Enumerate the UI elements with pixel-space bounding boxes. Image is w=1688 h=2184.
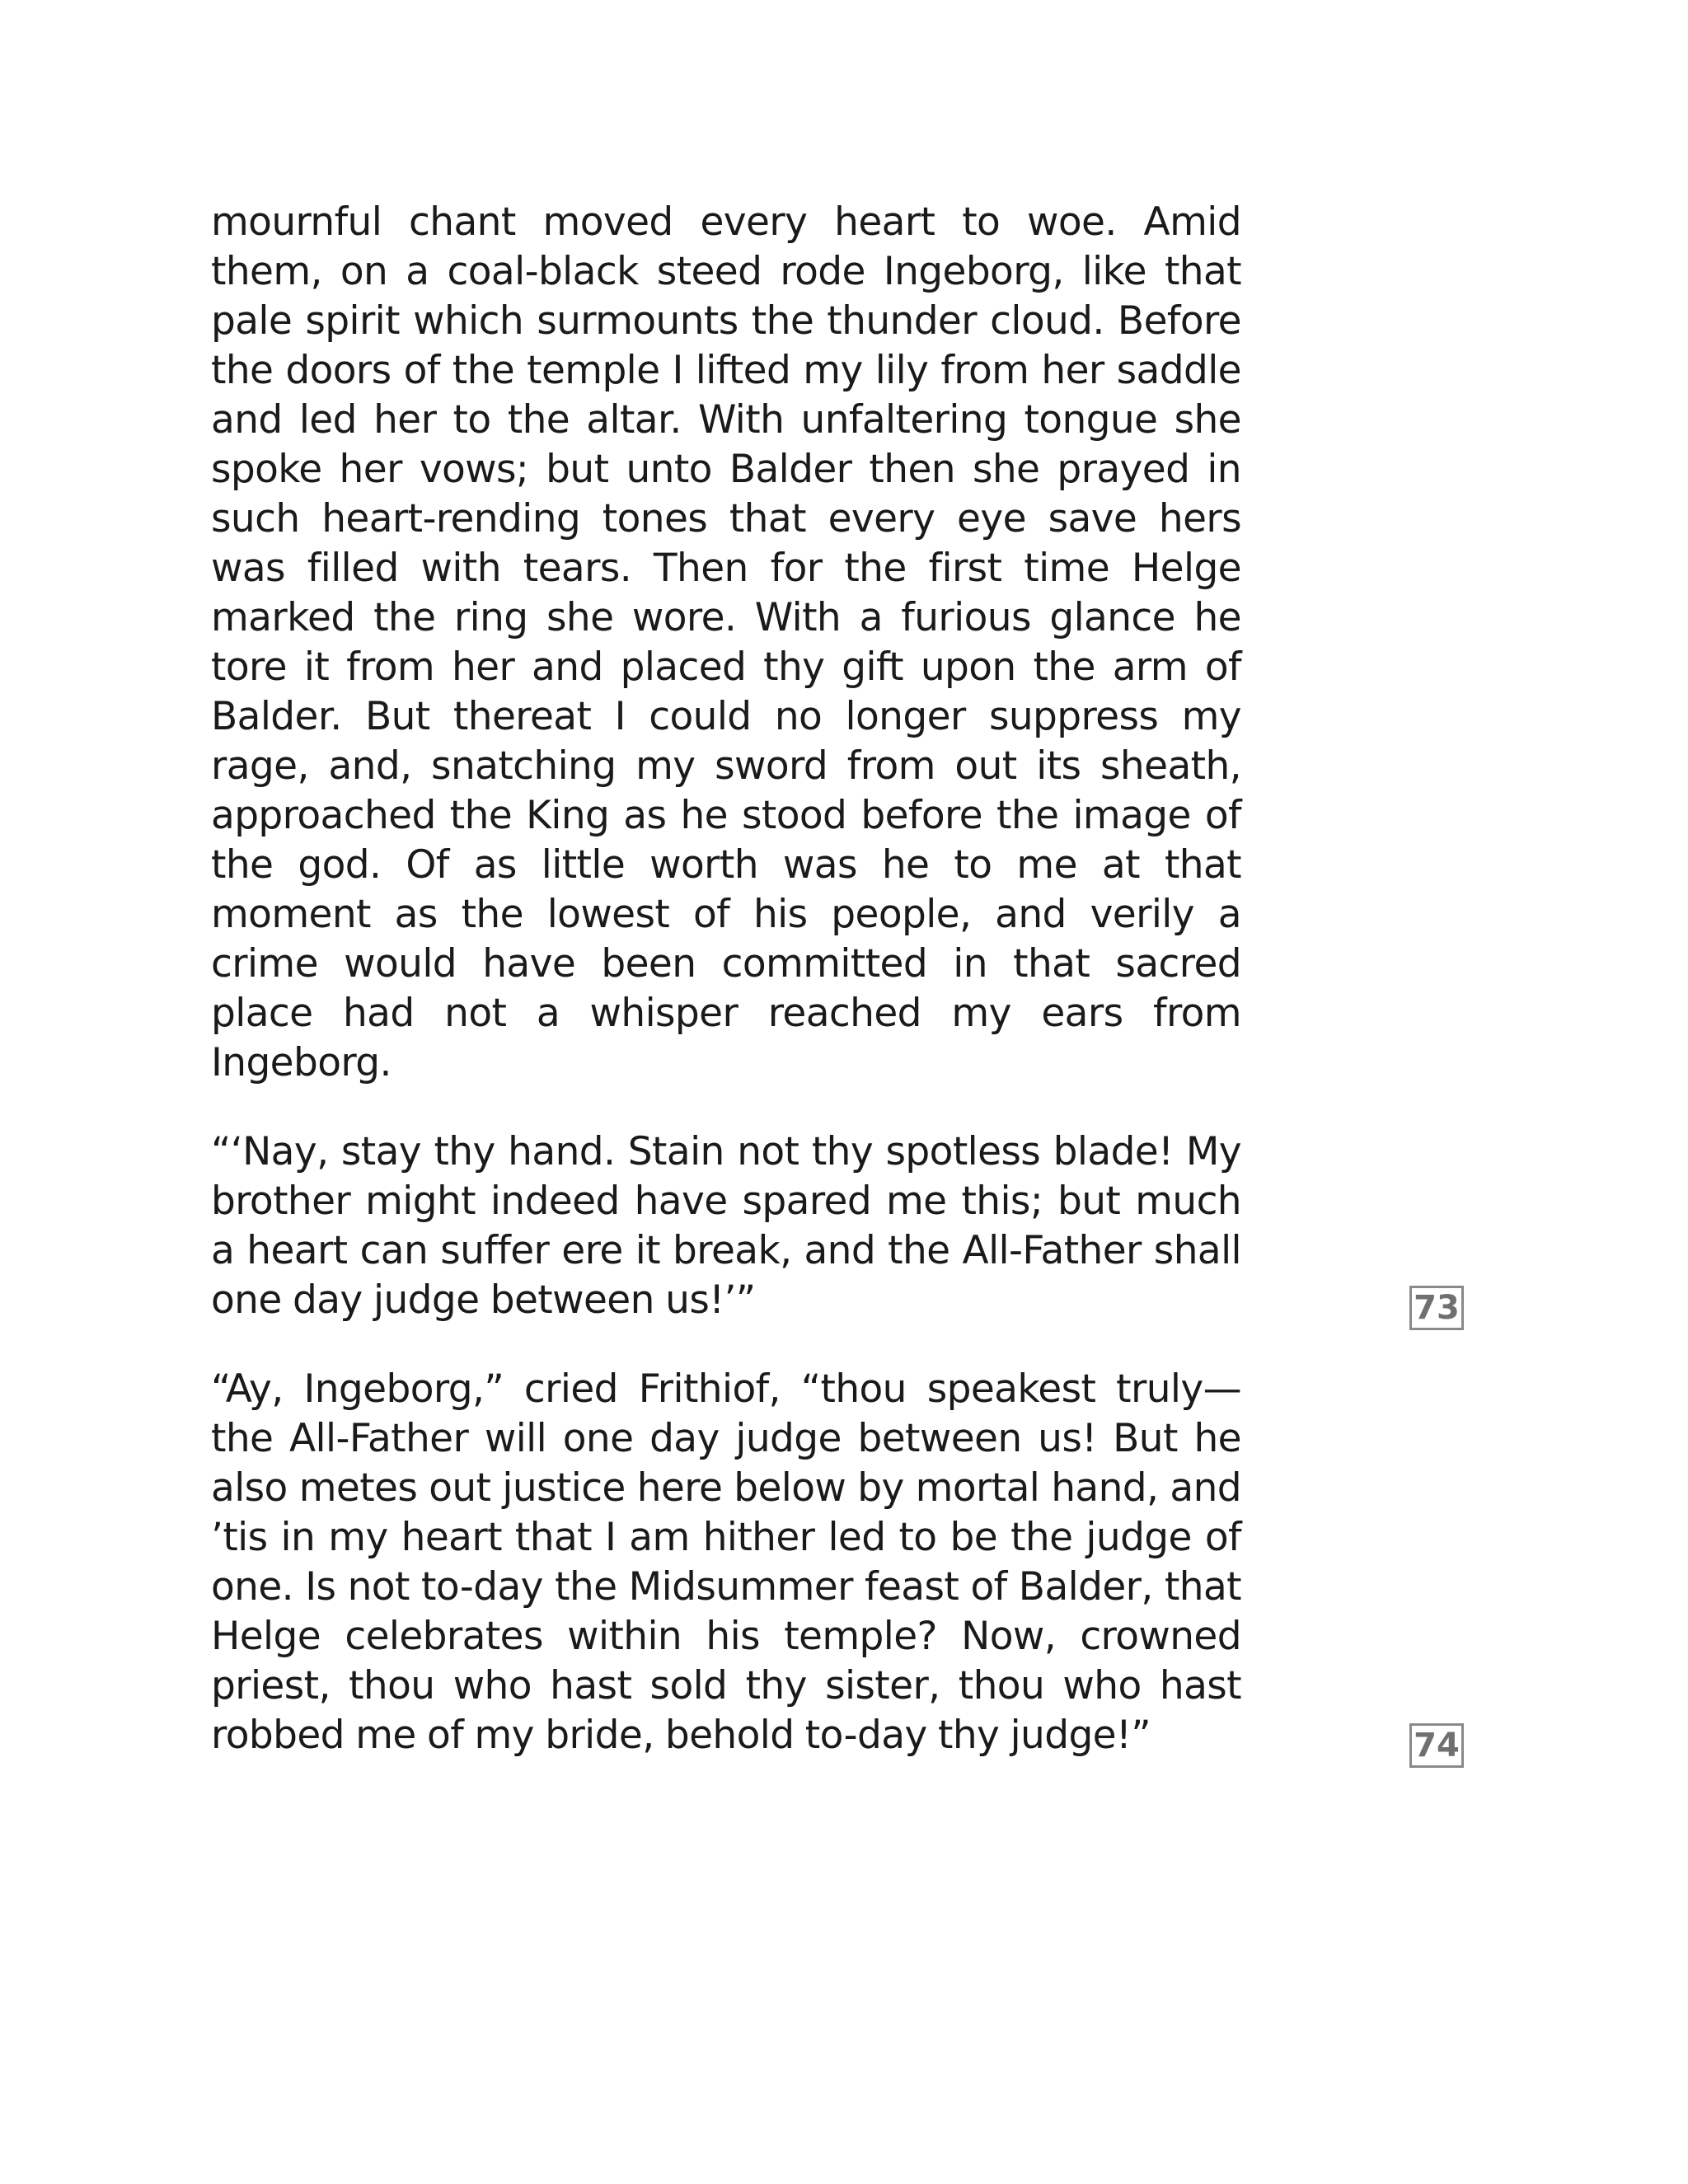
paragraph-3: “Ay, Ingeborg,” cried Frithiof, “thou speakest truly—the All-Father will one day judge between us! But he also metes out justice here below by mortal hand, and ’tis in my heart that I am hither led to be the judge of one. Is not to-day the Midsummer feast of Balder, that Helge celebrates within his temple? Now, crowned priest, thou who hast sold thy sister, thou who hast robbed me of my bride, behold to-day thy judge!” bbox=[211, 1366, 1241, 1758]
page-number-marker-74: 74 bbox=[1409, 1723, 1464, 1768]
page-number-marker-73: 73 bbox=[1409, 1286, 1464, 1330]
paragraph-1: mournful chant moved every heart to woe. Amid them, on a coal-black steed rode Ingeborg, like that pale spirit which surmounts the thunder cloud. Before the doors of the temple I lifted my lily from her saddle and led her to the altar. With unfaltering tongue she spoke her vows; but unto Balder then she prayed in such heart-rending tones that every eye save hers was filled with tears. Then for the first time Helge marked the ring she wore. With a furious glance he tore it from her and placed thy gift upon the arm of Balder. But thereat I could no longer suppress my rage, and, snatching my sword from out its sheath, approached the King as he stood before the image of the god. Of as little worth was he to me at that moment as the lowest of his people, and verily a crime would have been committed in that sacred place had not a whisper reached my ears from Ingeborg. bbox=[211, 199, 1241, 1085]
text-column bbox=[211, 198, 1241, 1800]
paragraph-2: “‘Nay, stay thy hand. Stain not thy spotless blade! My brother might indeed have spared me this; but much a heart can suffer ere it break, and the All-Father shall one day judge between us!’” bbox=[211, 1129, 1241, 1323]
